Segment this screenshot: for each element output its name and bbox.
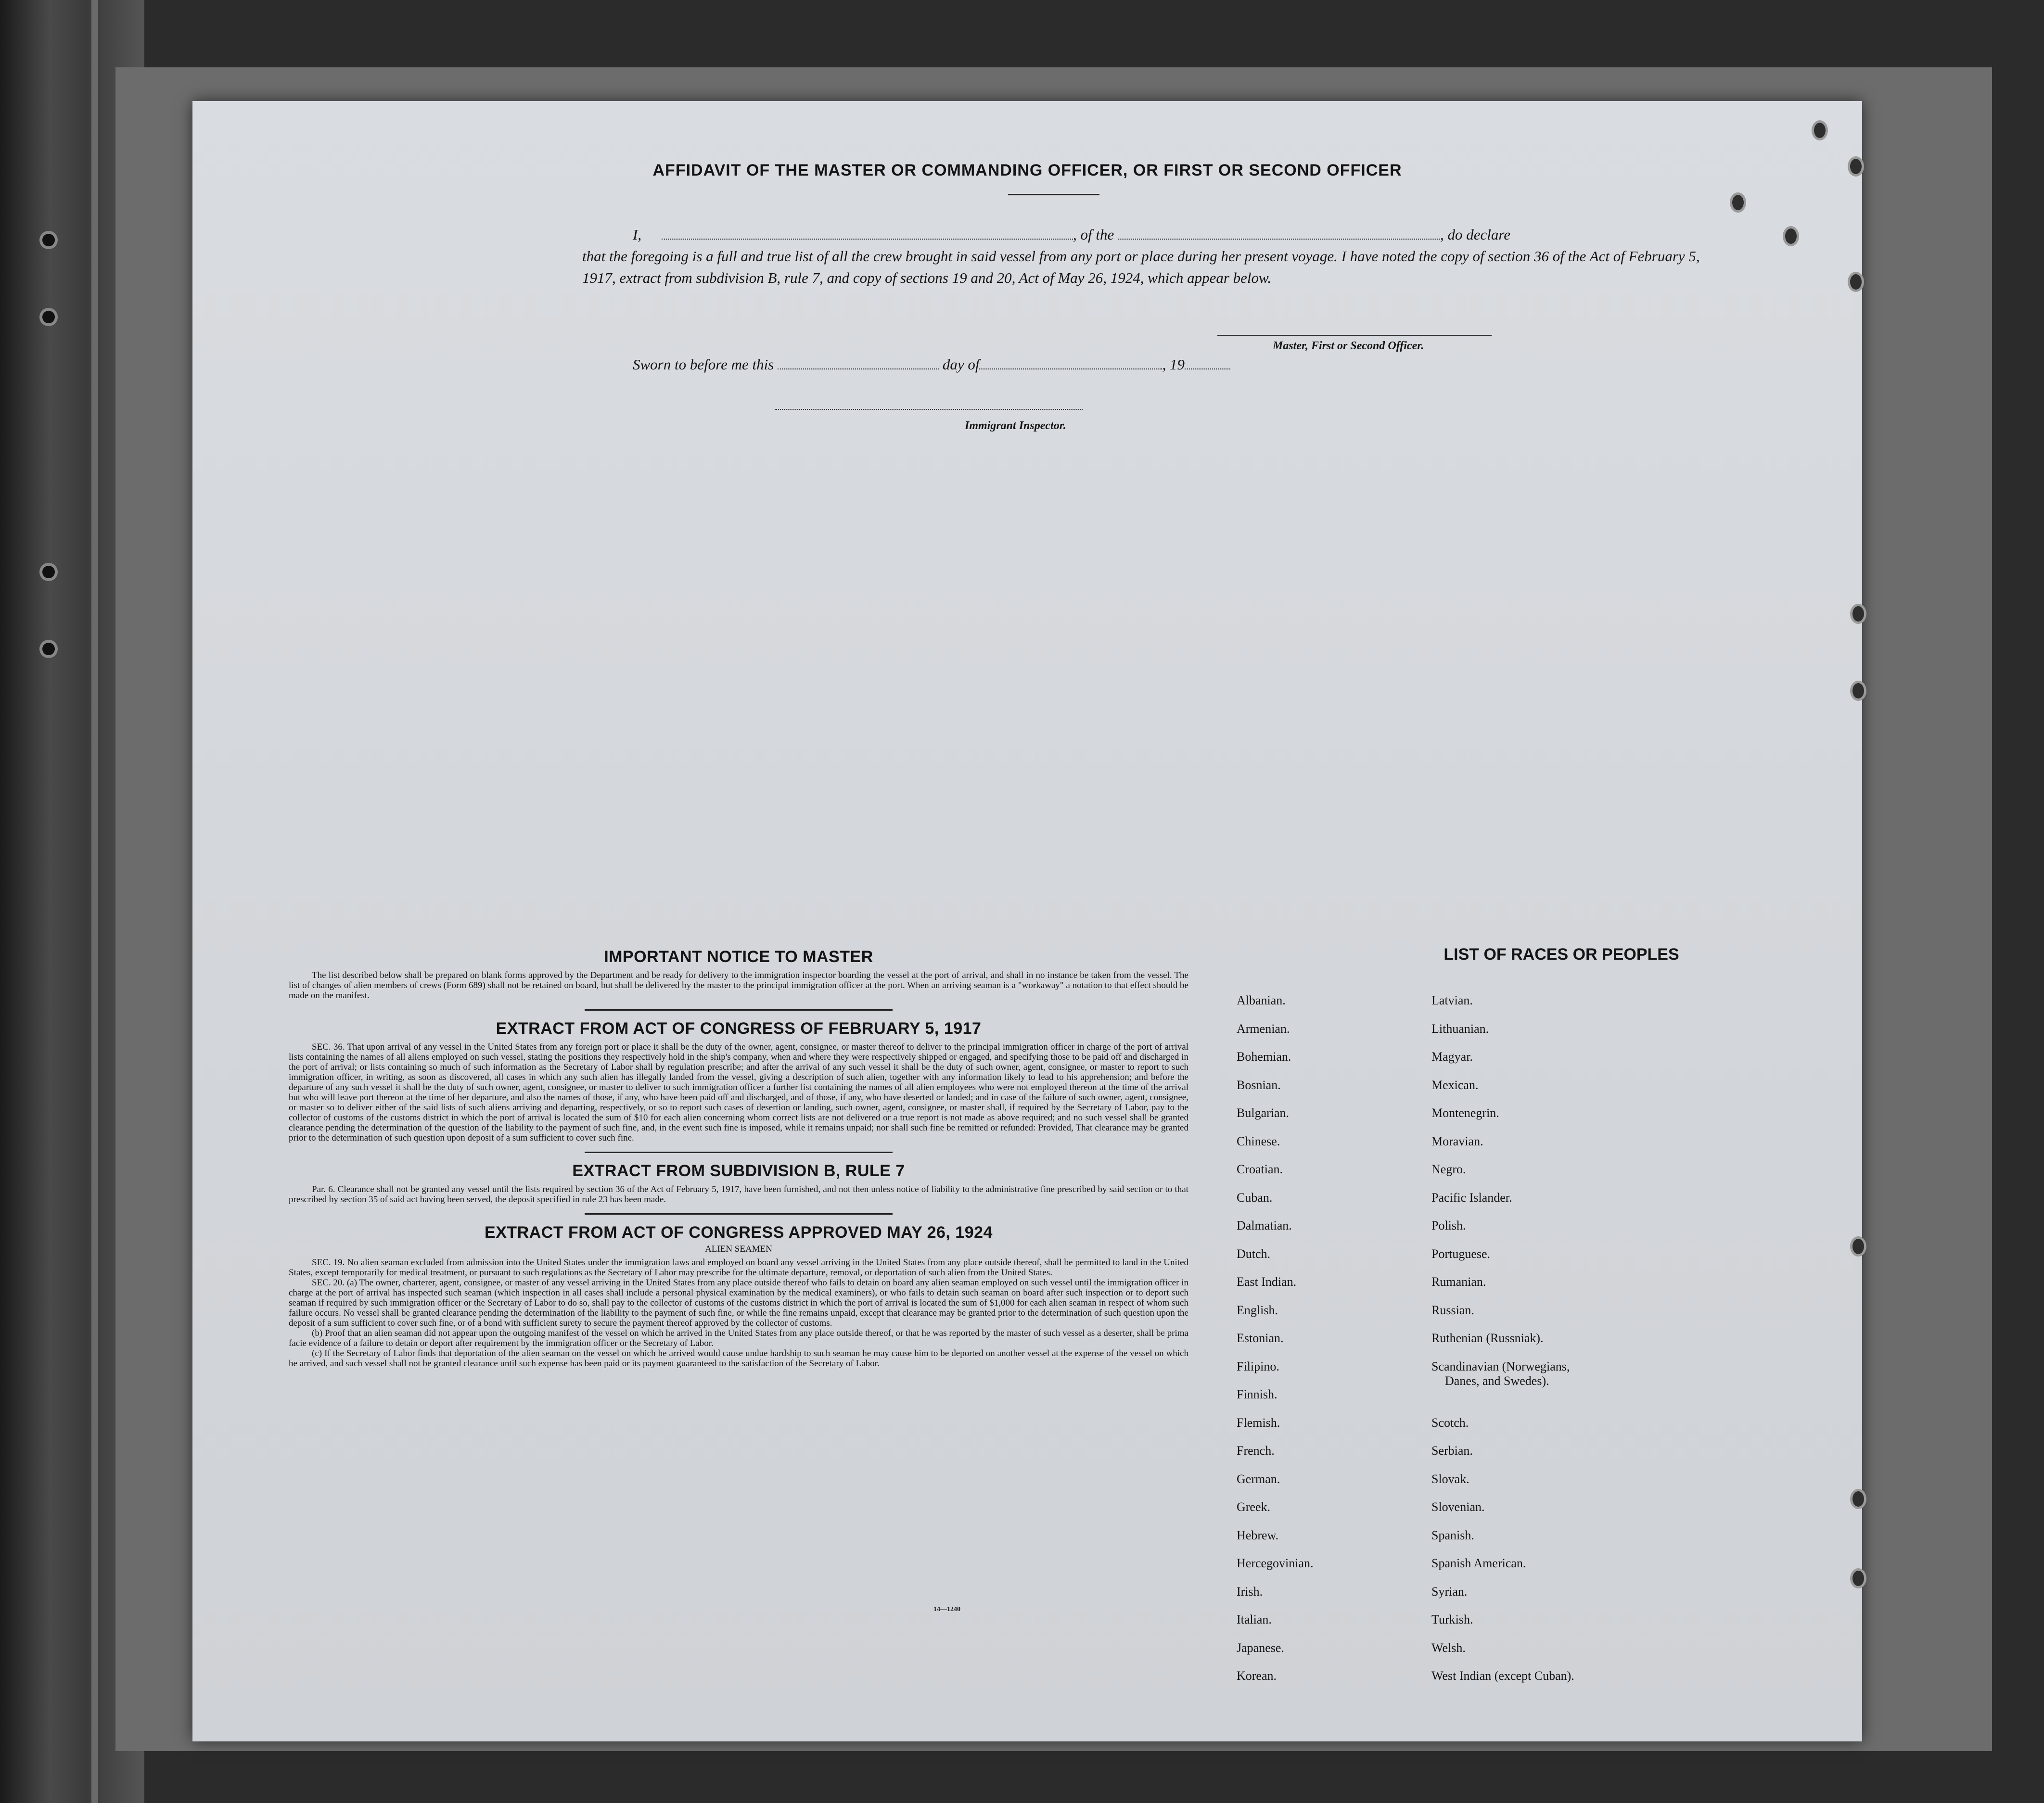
punch-hole <box>1850 1568 1866 1588</box>
race-item: Slovak. <box>1431 1472 1469 1486</box>
section-rule <box>585 1009 893 1011</box>
binder-hole <box>39 640 58 658</box>
race-item: Scandinavian (Norwegians, <box>1431 1359 1570 1373</box>
form-number: 14—1240 <box>933 1606 960 1613</box>
notice-text: The list described below shall be prepared on blank forms approved by the Department and be ready for delivery to the immigration inspector boarding the vessel at the port of arrival, and shall in no instance be taken from the vessel. The list of changes of alien members of crews (Form 689) shall not be retained on board, but shall be delivered by the master to the principal immigration officer at the port. When an arriving seaman is a "workaway" a notation to that effect should be made on the manifest. <box>289 970 1188 1001</box>
race-item: Mexican. <box>1431 1078 1479 1092</box>
inspector-signature-line[interactable] <box>775 409 1083 410</box>
race-item: Spanish. <box>1431 1528 1474 1542</box>
punch-hole <box>1848 272 1864 292</box>
punch-hole <box>1850 1489 1866 1509</box>
race-item: German. <box>1237 1472 1280 1486</box>
race-item: Finnish. <box>1237 1387 1278 1401</box>
punch-hole <box>1812 120 1828 140</box>
race-item: Syrian. <box>1431 1584 1468 1599</box>
sworn-line <box>633 356 1230 373</box>
extract-1924-sec20b: (b) Proof that an alien seaman did not appear upon the outgoing manifest of the vessel on which he arrived in the United States from any place outside thereof, or that he was reported by the master of such vessel as a deserter, shall be prima facie evidence of a failure to detain or deport after requirement by the immigration officer or the Secretary of Labor. <box>289 1328 1188 1348</box>
race-item: Pacific Islander. <box>1431 1190 1512 1205</box>
sworn-date-blank[interactable] <box>778 368 939 369</box>
punch-hole <box>1850 604 1866 624</box>
binder-hole <box>39 563 58 581</box>
race-item: Dalmatian. <box>1237 1219 1292 1232</box>
punch-hole <box>1783 226 1799 246</box>
race-item: Armenian. <box>1237 1021 1290 1036</box>
binder-hole <box>39 308 58 326</box>
race-item: Albanian. <box>1237 993 1286 1007</box>
race-item: Magyar. <box>1431 1050 1473 1064</box>
race-item: Irish. <box>1237 1584 1263 1599</box>
sworn-year-blank[interactable] <box>1185 368 1230 369</box>
race-item: Polish. <box>1431 1219 1466 1232</box>
of-the-label: , of the <box>1073 226 1114 243</box>
affidavit-first-line <box>582 224 1723 245</box>
extract-1924-title: EXTRACT FROM ACT OF CONGRESS APPROVED MAY 26, 1924 <box>485 1223 993 1242</box>
extract-1924-sec20a: SEC. 20. (a) The owner, charterer, agent, consignee, or master of any vessel arriving in the United States from any place outside thereof who fails to detain on board any alien seaman employed on such vessel until the immigration officer in charge at the port of arrival has inspected such seaman (which inspection in all cases shall include a personal physical examination by the medical examiners), or who fails to detain such seaman on board after such inspection or to deport such seaman if required by such immigration officer or the Secretary of Labor to do so, shall pay to the collector of customs of the customs district in which the port of arrival is located the sum of $1,000 for each alien seaman in respect of whom such failure occurs. No vessel shall be granted clearance pending the determination of the liability to the payment of such fine, or while the fine remains unpaid, except that clearance may be granted prior to the determination of such question upon the deposit of a sum sufficient to cover such fine, or of a bond with sufficient surety to secure the payment thereof approved by the collector of customs. <box>289 1278 1188 1328</box>
race-item: Hercegovinian. <box>1237 1556 1314 1570</box>
race-item-continued: Danes, and Swedes). <box>1445 1373 1549 1388</box>
extract-1917-text: SEC. 36. That upon arrival of any vessel in the United States from any foreign port or place it shall be the duty of the owner, agent, consignee, or master thereof to deliver to the principal immigration officer in charge of the port of arrival lists containing the names of all aliens employed on such vessel, stating the positions they respectively hold in the ship's company, when and where they were respectively shipped or engaged, and specifying those to be paid off and discharged in the port of arrival; or lists containing so much of such information as the Secretary of Labor shall by regulation prescribe; and after the arrival of any such vessel it shall be the duty of such owner, agent, consignee, or master to report to such immigration officer, in writing, as soon as discovered, all cases in which any such alien has illegally landed from the vessel, giving a description of such alien, together with any information likely to lead to his apprehension; and before the departure of any such vessel it shall be the duty of such owner, agent, consignee, or master to deliver to such immigration officer a further list containing the names of all alien employees who were not employed thereon at the time of the arrival but who will leave port thereon at the time of her departure, and also the names of those, if any, who have been paid off and discharged, and of those, if any, who have deserted or landed; and in case of the failure of such owner, agent, consignee, or master so to deliver either of the said lists of such aliens arriving and departing, respectively, or so to report such cases of desertion or landing, such owner, agent, consignee, or master shall, if required by the Secretary of Labor, pay to the collector of customs of the customs district in which the port of arrival is located the sum of $10 for each alien concerning whom correct lists are not delivered or a true report is not made as above required; and no such vessel shall be granted clearance pending the determination of the question of the liability to the payment of such fine, and, in the event such fine is imposed, while it remains unpaid; nor shall such fine be remitted or refunded: Provided, That clearance may be granted prior to the determination of such question upon deposit of a sum sufficient to cover such fine. <box>289 1042 1188 1143</box>
declare-label: , do declare <box>1440 226 1511 243</box>
race-item: Bohemian. <box>1237 1050 1291 1064</box>
races-right-column <box>1431 993 1574 1697</box>
race-item: Croatian. <box>1237 1162 1283 1176</box>
race-item: Latvian. <box>1431 993 1473 1007</box>
master-signature-line[interactable] <box>1217 335 1492 336</box>
binder-hole <box>39 231 58 249</box>
title-rule <box>1008 194 1099 195</box>
race-item: Chinese. <box>1237 1134 1280 1148</box>
race-item: Spanish American. <box>1431 1556 1526 1570</box>
punch-hole <box>1850 1236 1866 1257</box>
races-title: LIST OF RACES OR PEOPLES <box>1444 945 1679 964</box>
section-rule <box>585 1213 893 1215</box>
affidavit-body: that the foregoing is a full and true list of all the crew brought in said vessel from any port or place during her present voyage. I have noted the copy of section 36 of the Act of February 5, 1917, extract from subdivision B, rule 7, and copy of sections 19 and 20, Act of May 26, 1924, which appear below. <box>582 248 1700 286</box>
race-item: Dutch. <box>1237 1246 1271 1261</box>
race-item: East Indian. <box>1237 1275 1297 1289</box>
affidavit-title: AFFIDAVIT OF THE MASTER OR COMMANDING OFFICER, OR FIRST OR SECOND OFFICER <box>652 161 1402 179</box>
race-item: Welsh. <box>1431 1640 1466 1655</box>
punch-hole <box>1850 681 1866 701</box>
extract-rule7-text: Par. 6. Clearance shall not be granted any vessel until the lists required by section 36 of the Act of February 5, 1917, have been furnished, and not then unless notice of liability to the administrative fine prescribed by said section or to that prescribed by section 35 of said act having been served, the deposit specified in rule 23 has been made. <box>289 1184 1188 1205</box>
race-item: Russian. <box>1431 1303 1474 1317</box>
race-item: Negro. <box>1431 1162 1466 1176</box>
race-item: Greek. <box>1237 1500 1271 1514</box>
extract-1924-subtitle: ALIEN SEAMEN <box>705 1244 772 1254</box>
binder-edge <box>91 0 98 1803</box>
race-item: French. <box>1237 1444 1275 1458</box>
race-item: Cuban. <box>1237 1190 1273 1205</box>
sworn-year: , 19 <box>1162 356 1185 373</box>
race-item: Flemish. <box>1237 1415 1280 1430</box>
race-item: Lithuanian. <box>1431 1021 1489 1036</box>
race-item: Slovenian. <box>1431 1500 1485 1514</box>
extract-1924-sec19: SEC. 19. No alien seaman excluded from admission into the United States under the immigration laws and employed on board any vessel arriving in the United States from any place outside thereof, shall be permitted to land in the United States, except temporarily for medical treatment, or pursuant to such regulations as the Secretary of Labor may prescribe for the ultimate departure, removal, or deportation of such alien from the United States. <box>289 1257 1188 1278</box>
notice-title: IMPORTANT NOTICE TO MASTER <box>604 948 873 966</box>
name-blank[interactable] <box>662 239 1073 240</box>
races-left-column <box>1237 993 1314 1697</box>
race-item: Rumanian. <box>1431 1275 1486 1289</box>
race-item: Hebrew. <box>1237 1528 1279 1542</box>
race-item: Filipino. <box>1237 1359 1279 1373</box>
affidavit-text <box>582 224 1723 289</box>
race-item: Italian. <box>1237 1613 1272 1626</box>
extract-1917-title: EXTRACT FROM ACT OF CONGRESS OF FEBRUARY 5, 1917 <box>496 1019 982 1038</box>
race-item: Turkish. <box>1431 1613 1473 1626</box>
race-item: Ruthenian (Russniak). <box>1431 1331 1544 1345</box>
race-item: Portuguese. <box>1431 1246 1491 1261</box>
sworn-month-blank[interactable] <box>979 368 1162 369</box>
sworn-day-of: day of <box>942 356 980 373</box>
extract-1924-sec20c: (c) If the Secretary of Labor finds that deportation of the alien seaman on the vessel on which he arrived would cause undue hardship to such seaman he may cause him to be deported on another vessel at the expense of the vessel on which he arrived, and such vessel shall not be granted clearance until such expense has been paid or its payment guaranteed to the satisfaction of the Secretary of Labor. <box>289 1348 1188 1369</box>
master-caption: Master, First or Second Officer. <box>1273 340 1424 352</box>
punch-hole <box>1730 192 1746 213</box>
race-item: Moravian. <box>1431 1134 1483 1148</box>
extract-rule7-title: EXTRACT FROM SUBDIVISION B, RULE 7 <box>572 1162 905 1180</box>
section-rule <box>585 1152 893 1153</box>
race-item: Japanese. <box>1237 1640 1284 1655</box>
race-item: Serbian. <box>1431 1444 1473 1458</box>
race-item: Estonian. <box>1237 1331 1284 1345</box>
notice-section <box>289 948 1188 1369</box>
race-item: English. <box>1237 1303 1278 1317</box>
race-item: Bulgarian. <box>1237 1106 1290 1120</box>
race-item: Scotch. <box>1431 1415 1469 1430</box>
race-item: Montenegrin. <box>1431 1106 1499 1120</box>
inspector-caption: Immigrant Inspector. <box>965 419 1066 432</box>
race-item: Korean. <box>1237 1669 1277 1683</box>
sworn-prefix: Sworn to before me this <box>633 356 774 373</box>
race-item: West Indian (except Cuban). <box>1431 1669 1574 1683</box>
i-label: I, <box>633 226 642 243</box>
document-page <box>192 101 1862 1741</box>
race-item: Bosnian. <box>1237 1078 1281 1092</box>
vessel-blank[interactable] <box>1118 239 1440 240</box>
